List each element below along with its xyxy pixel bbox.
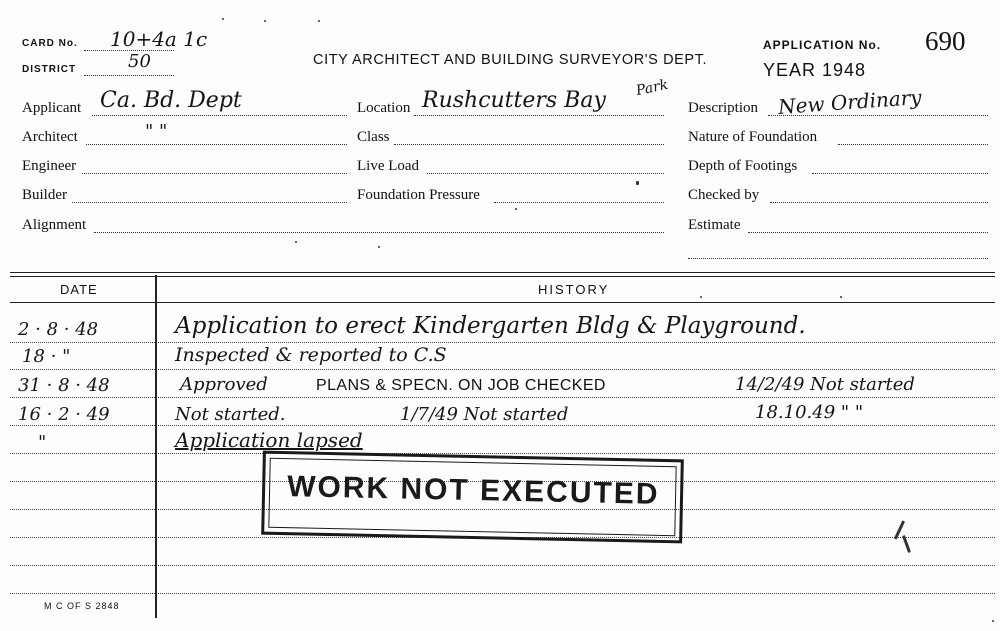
scan-speck — [295, 241, 297, 243]
row-text: Inspected & reported to C.S — [175, 344, 447, 366]
engineer-line — [82, 173, 347, 174]
alignment-label: Alignment — [22, 217, 87, 233]
builder-label: Builder — [22, 187, 67, 203]
estimate-label: Estimate — [688, 217, 741, 233]
row-date: 2 · 8 · 48 — [18, 319, 99, 340]
scan-speck — [222, 18, 224, 20]
live-load-line — [427, 173, 664, 174]
checked-line — [770, 202, 988, 203]
row-line — [10, 397, 995, 398]
table-top-rule — [10, 272, 995, 273]
row-date: " — [38, 432, 47, 453]
scan-speck — [318, 20, 320, 22]
form-code: M C OF S 2848 — [44, 601, 120, 611]
engineer-label: Engineer — [22, 158, 77, 174]
scan-speck — [992, 620, 994, 622]
scan-speck — [264, 20, 266, 22]
row-line — [10, 565, 995, 566]
row-text: Not started. — [175, 404, 286, 425]
year-label: YEAR 1948 — [763, 60, 867, 80]
district-label: DISTRICT — [22, 64, 77, 75]
live-load-label: Live Load — [357, 158, 420, 174]
depth-line — [812, 173, 988, 174]
architect-label: Architect — [22, 129, 78, 145]
row-date: 31 · 8 · 48 — [18, 375, 110, 396]
table-top-rule-2 — [10, 276, 995, 277]
estimate-line — [748, 232, 988, 233]
class-label: Class — [357, 129, 390, 145]
card-no-value: 10+4a 1c — [110, 27, 208, 51]
history-header: HISTORY — [538, 282, 610, 297]
architect-line — [86, 144, 347, 145]
location-value: Rushcutters Bay — [422, 88, 606, 113]
row-text: Approved — [180, 374, 268, 395]
checked-by-label: Checked by — [688, 187, 760, 203]
date-column-divider — [155, 275, 157, 618]
extra-line — [688, 258, 988, 259]
applicant-line — [92, 115, 347, 116]
scan-speck — [700, 296, 702, 298]
description-value: New Ordinary — [777, 85, 923, 119]
scan-speck — [636, 181, 639, 185]
row-line — [10, 453, 995, 454]
location-line — [414, 115, 664, 116]
location-label: Location — [357, 100, 411, 116]
department-title: CITY ARCHITECT AND BUILDING SURVEYOR'S DEPT. — [313, 52, 708, 68]
nature-line — [838, 144, 988, 145]
applicant-label: Applicant — [22, 100, 82, 116]
date-header: DATE — [60, 282, 98, 297]
row-date: 18 · " — [22, 346, 71, 367]
row-line — [10, 593, 995, 594]
depth-of-footings-label: Depth of Footings — [688, 158, 798, 174]
foundation-pressure-label: Foundation Pressure — [357, 187, 480, 203]
location-note: Park — [634, 76, 670, 100]
foundation-pressure-line — [494, 202, 664, 203]
application-no-value: 690 — [925, 26, 966, 56]
row-line — [10, 342, 995, 343]
scan-speck — [840, 296, 842, 298]
stamp-text: WORK NOT EXECUTED — [286, 470, 660, 511]
row-line — [10, 369, 995, 370]
builder-line — [72, 202, 347, 203]
row-line — [10, 425, 995, 426]
scan-speck — [378, 246, 380, 248]
header-rule — [10, 302, 995, 303]
class-line — [394, 144, 664, 145]
scan-speck — [515, 208, 517, 210]
card-no-label: CARD No. — [22, 38, 78, 49]
nature-of-foundation-label: Nature of Foundation — [688, 129, 818, 145]
alignment-line — [94, 232, 664, 233]
description-label: Description — [688, 100, 758, 116]
row-right-note: 14/2/49 Not started — [735, 374, 915, 395]
row-text: Application to erect Kindergarten Bldg & Playground. — [175, 313, 806, 339]
row-right-note: 18.10.49 " " — [755, 402, 864, 423]
architect-value: " " — [145, 121, 168, 142]
row-text: Application lapsed — [175, 428, 363, 452]
row-date: 16 · 2 · 49 — [18, 404, 110, 425]
plans-checked-stamp: PLANS & SPECN. ON JOB CHECKED — [316, 377, 606, 394]
work-not-executed-stamp — [261, 451, 684, 544]
applicant-value: Ca. Bd. Dept — [100, 88, 242, 113]
application-no-label: APPLICATION No. — [763, 38, 882, 52]
row-mid-note: 1/7/49 Not started — [400, 404, 569, 425]
district-line — [84, 75, 174, 76]
district-value: 50 — [128, 51, 151, 72]
